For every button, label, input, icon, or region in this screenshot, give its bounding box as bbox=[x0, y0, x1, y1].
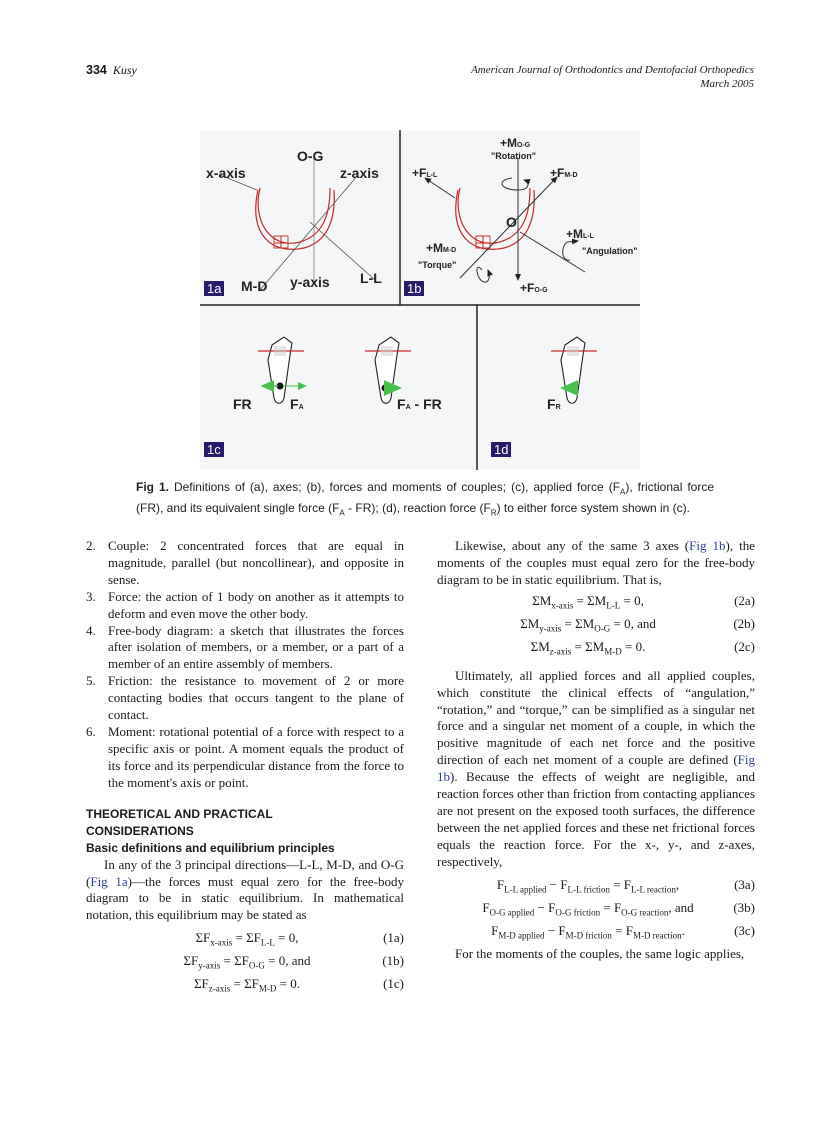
figure-link[interactable]: Fig 1a bbox=[90, 873, 128, 889]
equation-2a: $\Sigma M_{x-axis} = \Sigma M_{L-L} = 0$, (2a) bbox=[532, 592, 755, 611]
running-header-left bbox=[86, 63, 137, 78]
label-rotation: "Rotation" bbox=[491, 151, 537, 161]
label-y-axis: y-axis bbox=[290, 274, 330, 290]
label-z-axis: z-axis bbox=[340, 165, 379, 181]
label-fa-minus-fr: FA - FR bbox=[397, 396, 442, 412]
definition-item: 5. Friction: the resistance to movement of 2 or more contacting bodies that occurs tangent to the plane of contact. bbox=[86, 673, 404, 723]
equation-1c: $\Sigma F_{z-axis} = \Sigma F_{M-D} = 0$. (1c) bbox=[193, 976, 404, 994]
equation-3b: $F_{O-G applied} - F_{O-G friction} = F_{O-G reaction}$, and (3b) bbox=[482, 899, 755, 918]
figure-link[interactable]: Fig 1b bbox=[437, 752, 755, 785]
label-force-ll: +FL-L bbox=[412, 166, 438, 180]
label-moment-og: +MO-G bbox=[500, 136, 531, 150]
paragraph: Likewise, about any of the same 3 axes (Fig 1b), the moments of the couples must equal zero for the free-body diagram to be in static equilibrium. That is, bbox=[437, 538, 756, 587]
right-column bbox=[437, 538, 755, 963]
figure-caption: Fig 1. Definitions of (a), axes; (b), forces and moments of couples; (c), applied force $(F_A)$, frictional force (FR), and its equivalent single force $(F_A - FR)$; (d), reaction force $(F_R)$ to either force system shown in (c). bbox=[136, 480, 715, 518]
equation-2c: $\Sigma M_{z-axis} = \Sigma M_{M-D} = 0$. (2c) bbox=[530, 638, 755, 657]
paragraph: In any of the 3 principal directions—L-L, M-D, and O-G (Fig 1a)—the forces must equal zero for the free-body diagram to be in static equilibrium. In mathematical notation, this equilibrium may be stated as bbox=[86, 856, 404, 923]
definition-item: 2. Couple: 2 concentrated forces that are equal in magnitude, parallel (but noncollinear), and opposite in sense. bbox=[86, 538, 404, 587]
label-x-axis: x-axis bbox=[206, 165, 246, 181]
journal-title: American Journal of Orthodontics and Dentofacial Orthopedics bbox=[471, 64, 754, 76]
label-force-md: +FM-D bbox=[550, 166, 578, 180]
tooth-1c-left bbox=[258, 337, 306, 403]
caption-label: Fig 1. bbox=[136, 480, 169, 494]
section-heading: THEORETICAL AND PRACTICAL CONSIDERATIONS bbox=[86, 806, 273, 838]
label-moment-md: +MM-D bbox=[426, 241, 457, 255]
left-column bbox=[86, 538, 404, 999]
label-md: M-D bbox=[241, 278, 268, 294]
figure-1 bbox=[200, 130, 640, 470]
paragraph: Ultimately, all applied forces and all applied couples, which constitute the clinical effects of “angulation,” “rotation,” and “torque,” can be simplified as a singular net force and a singular net moment of a couple, in which the positive magnitude of each net force and the positive direction of each net moment of a couple are defined (Fig 1b). Because the effects of weight are negligible, and reaction forces other than friction from contacting appliances are not present on the exposed tooth surfaces, the difference between the net applied forces and these net frictional forces equals the reaction force. For the x-, y-, and z-axes, respectively, bbox=[437, 667, 756, 869]
equation-1a: $\Sigma F_{x-axis} = \Sigma F_{L-L} = 0$, (1a) bbox=[195, 930, 404, 948]
running-header-right bbox=[471, 63, 754, 91]
definition-item: 4. Free-body diagram: a sketch that illustrates the forces after isolation of members, or a member, or a part of a member of an entire assembly of members. bbox=[86, 622, 404, 672]
equation-1b: $\Sigma F_{y-axis} = \Sigma F_{O-G} = 0$, and (1b) bbox=[183, 953, 404, 971]
definition-item: 6. Moment: rotational potential of a force with respect to a specific axis or point. A moment equals the product of its force and its perpendicular distance from the force to the moment's axis or point. bbox=[86, 723, 404, 790]
running-author: Kusy bbox=[112, 63, 137, 77]
page-number: 334 bbox=[86, 63, 107, 77]
tooth-1d bbox=[551, 337, 597, 403]
label-moment-ll: +ML-L bbox=[566, 227, 594, 241]
label-angulation: "Angulation" bbox=[582, 246, 638, 256]
panel-label-1b: 1b bbox=[404, 281, 424, 296]
label-og-axis: O-G bbox=[297, 148, 324, 164]
paragraph: For the moments of the couples, the same logic applies, bbox=[455, 945, 745, 961]
issue-date: March 2005 bbox=[700, 78, 754, 90]
label-fa: FA bbox=[290, 396, 304, 412]
label-fr: FR bbox=[233, 396, 252, 412]
panel-label-1a: 1a bbox=[204, 281, 224, 296]
definitions-list bbox=[86, 538, 404, 792]
panel-label-1c: 1c bbox=[204, 442, 224, 457]
equation-3c: $F_{M-D applied} - F_{M-D friction} = F_{M-D reaction}$. (3c) bbox=[491, 922, 755, 941]
label-force-og: +FO-G bbox=[520, 281, 548, 295]
equation-2b: $\Sigma M_{y-axis} = \Sigma M_{O-G} = 0$, and (2b) bbox=[520, 615, 755, 634]
figure-link[interactable]: Fig 1b bbox=[689, 538, 726, 553]
tooth-1c-right bbox=[365, 337, 411, 403]
definition-item: 3. Force: the action of 1 body on another as it attempts to deform and even move the other body. bbox=[86, 588, 404, 621]
label-ll: L-L bbox=[360, 270, 382, 286]
equation-3a: $F_{L-L applied} - F_{L-L friction} = F_{L-L reaction}$, (3a) bbox=[496, 876, 755, 895]
subsection-heading: Basic definitions and equilibrium principles bbox=[86, 840, 335, 855]
label-fr-reaction: FR bbox=[547, 396, 561, 412]
figure-1-graphics bbox=[200, 130, 640, 470]
panel-label-1d: 1d bbox=[491, 442, 511, 457]
label-origin: O bbox=[506, 214, 517, 230]
label-torque: "Torque" bbox=[418, 260, 457, 270]
